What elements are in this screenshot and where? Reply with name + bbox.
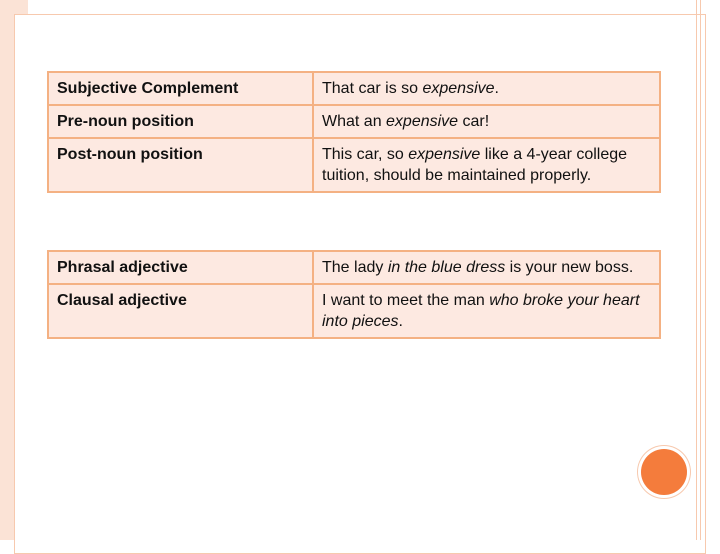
table-row [48,105,660,138]
example-adjective-text: who broke your heart into pieces [322,292,640,330]
table1-body [48,72,660,192]
right-frame-line-inner [700,0,701,540]
example-text: This car, so [322,146,409,163]
example-cell [313,138,660,192]
table-row [48,284,660,338]
example-text: like a 4-year college tuition, should be maintained properly. [322,146,628,184]
term-cell: Subjective Complement [48,72,313,105]
example-adjective-text: expensive [386,113,459,130]
example-text: . [494,80,499,97]
term-cell: Post-noun position [48,138,313,192]
example-cell [313,105,660,138]
example-cell [313,284,660,338]
term-cell: Clausal adjective [48,284,313,338]
example-text: . [398,313,403,330]
adjective-position-table [47,71,661,193]
adjective-type-table [47,250,661,339]
table-row [48,138,660,192]
example-text: car! [458,113,490,130]
right-frame-line [696,0,697,540]
example-text: That car is so [322,80,423,97]
example-text: The lady [322,259,388,276]
example-text: is your new boss. [505,259,634,276]
example-adjective-text: expensive [408,146,481,163]
example-adjective-text: in the blue dress [387,259,506,276]
example-cell [313,251,660,284]
example-text: What an [322,113,387,130]
term-cell: Phrasal adjective [48,251,313,284]
table2-body [48,251,660,338]
table-row [48,72,660,105]
table-row [48,251,660,284]
term-cell: Pre-noun position [48,105,313,138]
example-text: I want to meet the man [322,292,490,309]
example-adjective-text: expensive [422,80,495,97]
example-cell [313,72,660,105]
decorative-circle [641,449,687,495]
